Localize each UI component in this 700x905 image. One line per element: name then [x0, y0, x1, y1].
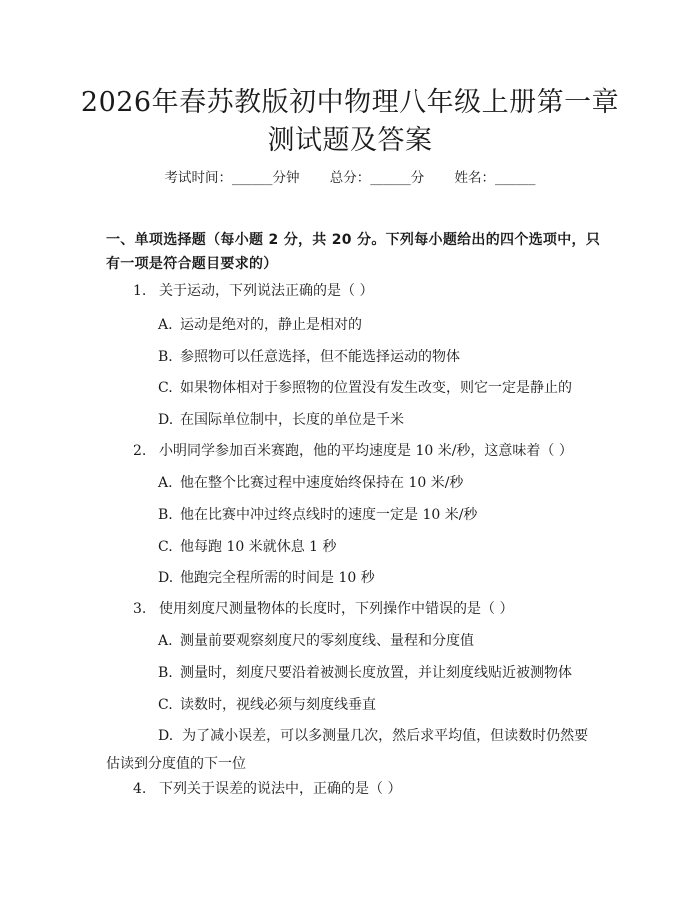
option-letter: A.: [158, 317, 173, 333]
exam-time: 考试时间：______分钟: [164, 170, 300, 186]
option-text: 为了减小误差，可以多测量几次，然后求平均值，但读数时仍然要估读到分度值的下一位: [106, 728, 589, 772]
question-stem: 使用刻度尺测量物体的长度时，下列操作中错误的是（ ）: [159, 601, 514, 617]
title-line-1: 2026年春苏教版初中物理八年级上册第一章: [80, 87, 620, 118]
question-number: 3.: [133, 601, 147, 617]
option-letter: C.: [158, 539, 173, 555]
option-text: 参照物可以任意选择，但不能选择运动的物体: [180, 349, 460, 365]
question-number: 4.: [133, 781, 147, 797]
option-letter: A.: [158, 633, 173, 649]
student-name: 姓名：______: [454, 170, 536, 186]
question-stem: 小明同学参加百米赛跑，他的平均速度是 10 米/秒，这意味着（ ）: [159, 443, 573, 459]
q3-option-d: [106, 722, 602, 778]
option-text: 他在整个比赛过程中速度始终保持在 10 米/秒: [180, 475, 464, 491]
option-letter: D.: [158, 570, 174, 586]
option-text: 他跑完全程所需的时间是 10 秒: [180, 570, 375, 586]
option-text: 测量时，刻度尺要沿着被测长度放置，并让刻度线贴近被测物体: [180, 665, 572, 681]
q2-option-b: [158, 504, 477, 526]
question-2: [133, 440, 573, 462]
option-text: 他在比赛中冲过终点线时的速度一定是 10 米/秒: [180, 507, 478, 523]
section-heading: 一、单项选择题（每小题 2 分，共 20 分。下列每小题给出的四个选项中，只有一项是符合题目要求的）: [106, 232, 601, 272]
q3-option-c: [158, 694, 376, 716]
option-letter: A.: [158, 475, 173, 491]
question-1: [133, 280, 373, 302]
q1-option-c: [158, 377, 572, 399]
option-text: 测量前要观察刻度尺的零刻度线、量程和分度值: [180, 633, 474, 649]
option-letter: C.: [158, 380, 173, 396]
question-number: 2.: [133, 443, 147, 459]
q2-option-a: [158, 472, 463, 494]
option-text: 如果物体相对于参照物的位置没有发生改变，则它一定是静止的: [180, 380, 572, 396]
q1-option-b: [158, 346, 460, 368]
title-line-2: 测试题及答案: [267, 125, 433, 156]
question-stem: 下列关于误差的说法中，正确的是（ ）: [159, 781, 402, 797]
option-text: 在国际单位制中，长度的单位是千米: [180, 412, 404, 428]
option-letter: D.: [158, 728, 174, 744]
question-number: 1.: [133, 283, 147, 299]
q1-option-d: [158, 409, 404, 431]
q2-option-c: [158, 536, 337, 558]
option-letter: B.: [158, 507, 173, 523]
q3-option-b: [158, 662, 572, 684]
option-letter: B.: [158, 665, 173, 681]
option-letter: D.: [158, 412, 174, 428]
option-text: 运动是绝对的，静止是相对的: [180, 317, 362, 333]
question-3: [133, 598, 513, 620]
q1-option-a: [158, 314, 362, 336]
exam-total-score: 总分：______分: [329, 170, 425, 186]
q2-option-d: [158, 567, 375, 589]
exam-info: [0, 168, 700, 188]
question-stem: 关于运动，下列说法正确的是（ ）: [159, 283, 374, 299]
option-text: 读数时，视线必须与刻度线垂直: [180, 697, 376, 713]
q3-option-a: [158, 630, 474, 652]
option-letter: C.: [158, 697, 173, 713]
question-4: [133, 778, 401, 800]
document-title: [60, 84, 640, 160]
option-letter: B.: [158, 349, 173, 365]
option-text: 他每跑 10 米就休息 1 秒: [180, 539, 337, 555]
